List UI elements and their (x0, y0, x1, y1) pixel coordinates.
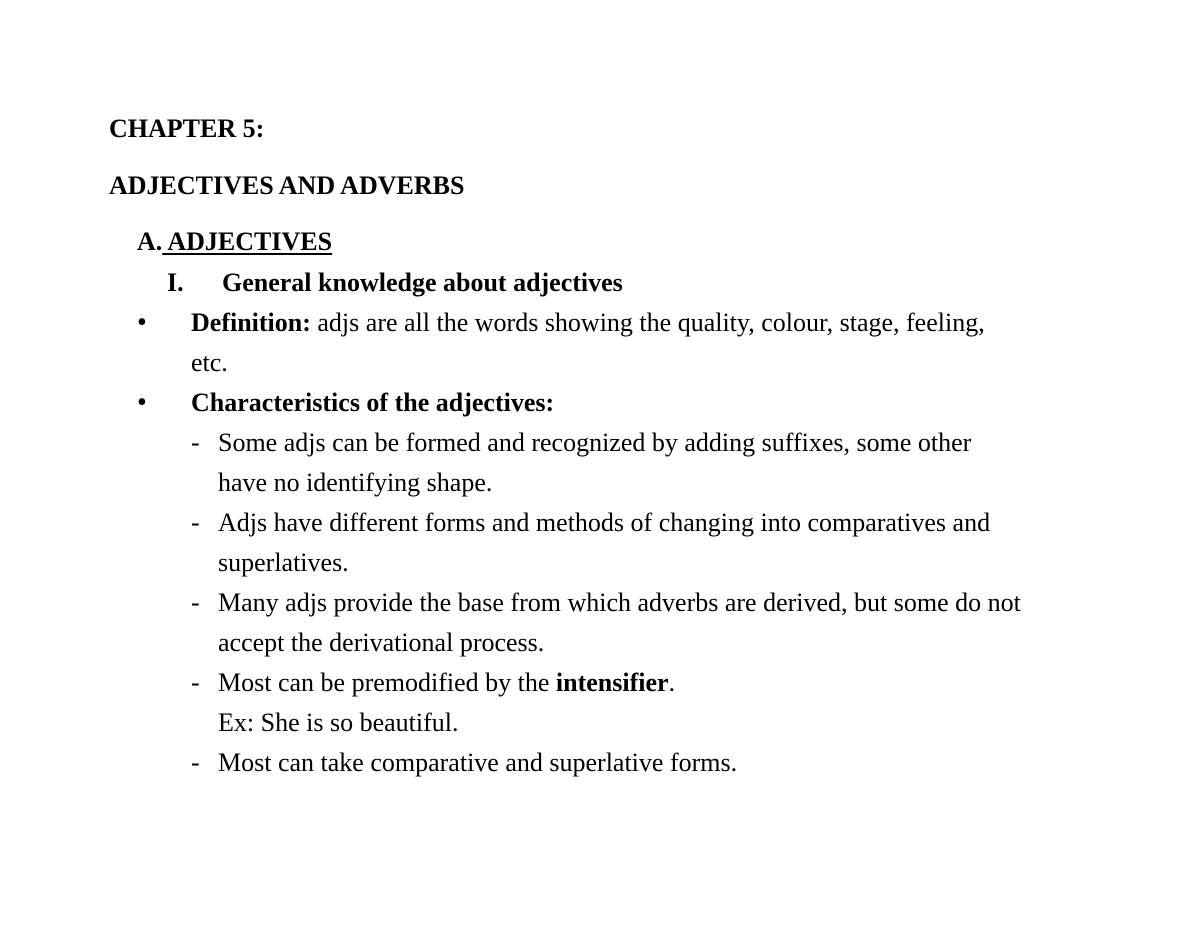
list-item-line: Some adjs can be formed and recognized by adding suffixes, some other (218, 428, 972, 457)
list-dash: - (191, 668, 200, 697)
list-item-line: have no identifying shape. (218, 468, 493, 497)
list-item-line: accept the derivational process. (218, 628, 545, 657)
bullet-marker: • (137, 387, 147, 418)
list-item-text: . (668, 668, 676, 697)
list-dash: - (191, 508, 200, 537)
chapter-title: ADJECTIVES AND ADVERBS (109, 171, 465, 200)
list-item-text: Most can be premodified by the (218, 668, 556, 697)
list-item-line: Adjs have different forms and methods of changing into comparatives and (218, 508, 991, 537)
subsection-numeral: I. (167, 268, 184, 297)
bullet-marker: • (137, 307, 147, 338)
definition-text: adjs are all the words showing the quality, colour, stage, feeling, (310, 308, 985, 337)
section-heading (137, 229, 332, 255)
list-item-line: superlatives. (218, 548, 349, 577)
definition-continuation: etc. (191, 348, 228, 377)
characteristics-heading: Characteristics of the adjectives: (191, 388, 555, 417)
chapter-heading: CHAPTER 5: (109, 114, 265, 143)
intensifier-term: intensifier (555, 668, 669, 697)
list-dash: - (191, 588, 200, 617)
definition-line (191, 310, 985, 336)
definition-term: Definition: (191, 308, 311, 337)
list-item-line: Most can take comparative and superlative forms. (218, 748, 738, 777)
list-item-line: Many adjs provide the base from which adverbs are derived, but some do not (218, 588, 1021, 617)
section-label: ADJECTIVES (167, 227, 333, 256)
section-prefix: A. (137, 227, 163, 256)
subsection-label: General knowledge about adjectives (222, 268, 623, 297)
list-dash: - (191, 428, 200, 457)
example-line: Ex: She is so beautiful. (218, 708, 459, 737)
list-item-line (218, 670, 675, 696)
subsection-heading (167, 270, 623, 296)
list-dash: - (191, 748, 200, 777)
